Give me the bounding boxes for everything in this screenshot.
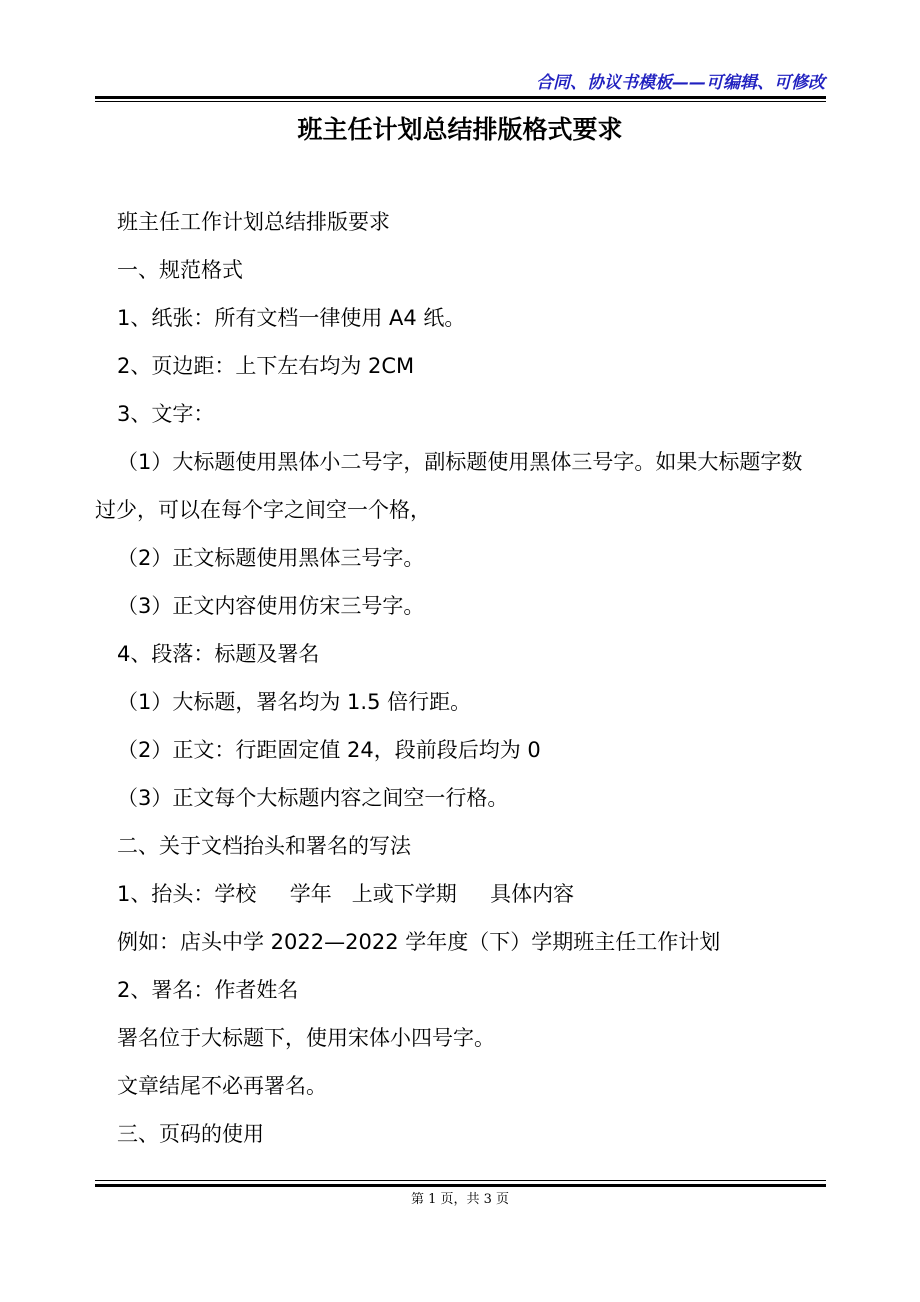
paragraph: 1、纸张：所有文档一律使用 A4 纸。 [117, 306, 466, 330]
header-rule-thick [95, 96, 826, 99]
paragraph: 2、署名：作者姓名 [117, 978, 299, 1002]
paragraph: （3）正文每个大标题内容之间空一行格。 [117, 786, 509, 810]
paragraph: 例如：店头中学 2022—2022 学年度（下）学期班主任工作计划 [117, 930, 721, 954]
page-number: 第 1 页，共 3 页 [410, 1192, 510, 1207]
paragraph: 文章结尾不必再署名。 [117, 1074, 327, 1098]
paragraph: （1）大标题，署名均为 1.5 倍行距。 [117, 690, 472, 714]
paragraph: （1）大标题使用黑体小二号字，副标题使用黑体三号字。如果大标题字数 [117, 450, 803, 474]
paragraph: 二、关于文档抬头和署名的写法 [117, 834, 411, 858]
footer-rule-thick [95, 1184, 826, 1187]
paragraph: 三、页码的使用 [117, 1122, 264, 1146]
paragraph: （2）正文标题使用黑体三号字。 [117, 546, 425, 570]
paragraph: 2、页边距：上下左右均为 2CM [117, 354, 415, 378]
paragraph: 署名位于大标题下，使用宋体小四号字。 [117, 1026, 495, 1050]
document-body [95, 198, 830, 1158]
paragraph: 3、文字： [117, 402, 215, 426]
paragraph: 1、抬头：学校 学年 上或下学期 具体内容 [117, 882, 575, 906]
header-rule-thin [95, 101, 826, 102]
paragraph: 4、段落：标题及署名 [117, 642, 320, 666]
header-text: 合同、协议书模板——可编辑、可修改 [536, 73, 825, 93]
document-title: 班主任计划总结排版格式要求 [297, 115, 623, 144]
paragraph: （3）正文内容使用仿宋三号字。 [117, 594, 425, 618]
paragraph: 过少，可以在每个字之间空一个格， [95, 498, 431, 522]
paragraph: （2）正文：行距固定值 24，段前段后均为 0 [117, 738, 541, 762]
footer-rule-thin [95, 1180, 826, 1181]
paragraph: 一、规范格式 [117, 258, 243, 282]
paragraph: 班主任工作计划总结排版要求 [117, 210, 390, 234]
